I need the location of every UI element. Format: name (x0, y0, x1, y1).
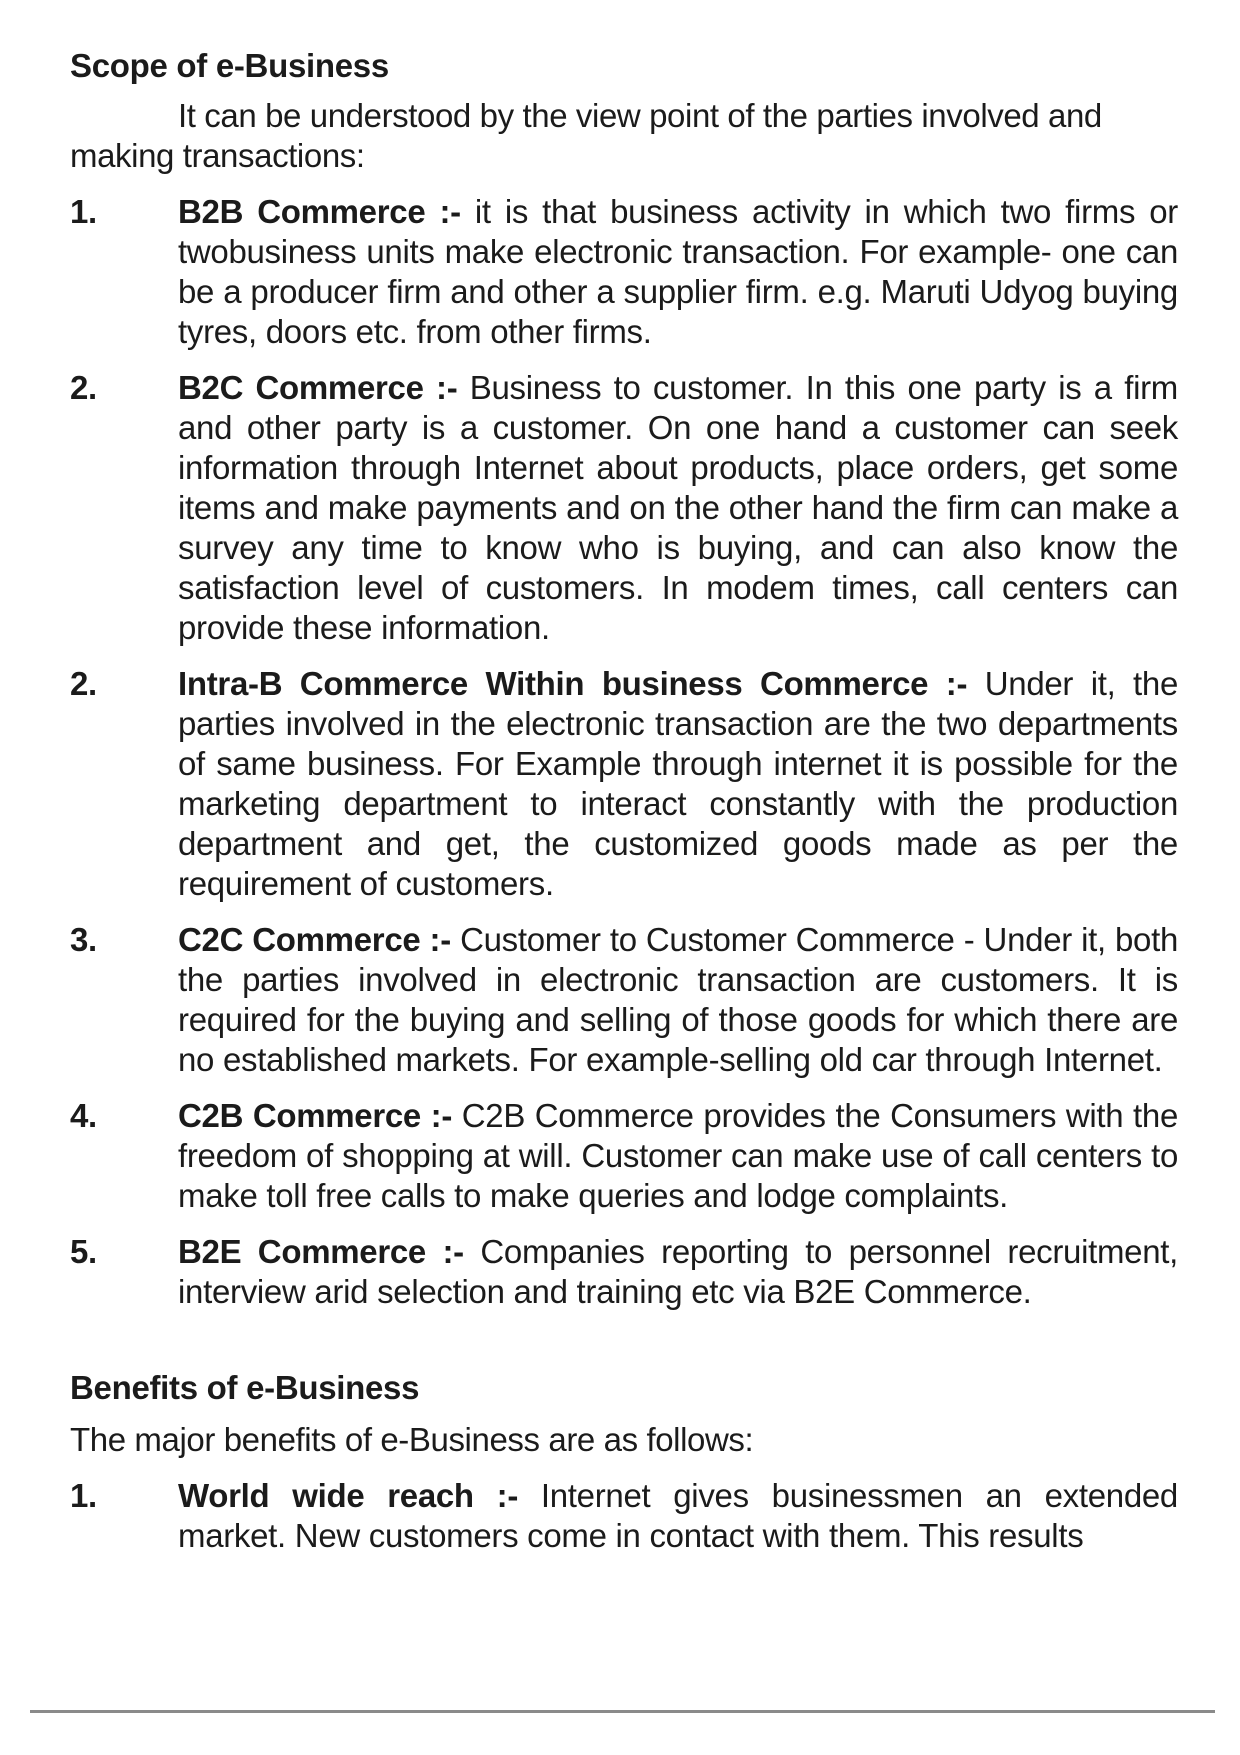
item-term: B2E Commerce :- (178, 1233, 464, 1270)
list-item (70, 664, 1178, 904)
item-term: B2B Commerce :- (178, 193, 461, 230)
item-text: C2B Commerce provides the Consumers with the freedom of shopping at will. Customer can make use of call centers to make toll free calls to make queries and lodge complaints. (178, 1097, 1178, 1214)
item-text: Companies reporting to personnel recruitment, interview arid selection and training etc via B2E Commerce. (178, 1233, 1178, 1310)
item-number: 2. (70, 369, 97, 406)
item-term: Intra-B Commerce Within business Commerce :- (178, 665, 968, 702)
item-number: 3. (70, 921, 97, 958)
item-number: 1. (70, 1477, 97, 1514)
item-text: Internet gives businessmen an extended market. New customers come in contact with them. This results (178, 1477, 1178, 1554)
section-spacer (70, 1312, 1178, 1368)
list-item (70, 1232, 1178, 1312)
list-item (70, 192, 1178, 352)
scope-heading: Scope of e-Business (70, 47, 389, 84)
list-item (70, 1476, 1178, 1556)
item-term: B2C Commerce :- (178, 369, 458, 406)
page-bottom-divider (30, 1710, 1215, 1713)
benefits-intro: The major benefits of e-Business are as follows: (70, 1421, 754, 1458)
item-number: 2. (70, 665, 97, 702)
item-number: 5. (70, 1233, 97, 1270)
item-text: Under it, the parties involved in the electronic transaction are the two departments of same business. For Example through internet it is possible for the marketing department to interact constantly with the production department and get, the customized goods made as per the requirement of customers. (178, 665, 1179, 902)
document-page (70, 46, 1178, 1556)
item-term: C2B Commerce :- (178, 1097, 453, 1134)
item-text: it is that business activity in which two firms or twobusiness units make electronic transaction. For example- one can be a producer firm and other a supplier firm. e.g. Maruti Udyog buying tyres, doors etc. from other firms. (178, 193, 1178, 350)
list-item (70, 368, 1178, 648)
scope-list (70, 192, 1178, 1312)
item-text: Business to customer. In this one party is a firm and other party is a customer. On one hand a customer can seek information through Internet about products, place orders, get some items and make payments and on the other hand the firm can make a survey any time to know who is buying, and can also know the satisfaction level of customers. In modem times, call centers can provide these information. (178, 369, 1178, 646)
item-number: 4. (70, 1097, 97, 1134)
benefits-heading: Benefits of e-Business (70, 1369, 420, 1406)
item-term: C2C Commerce :- (178, 921, 451, 958)
list-item (70, 920, 1178, 1080)
item-text: Customer to Customer Commerce - Under it, both the parties involved in electronic transaction are customers. It is required for the buying and selling of those goods for which there are no established markets. For example-selling old car through Internet. (178, 921, 1178, 1078)
item-term: World wide reach :- (178, 1477, 519, 1514)
item-number: 1. (70, 193, 97, 230)
list-item (70, 1096, 1178, 1216)
benefits-list (70, 1476, 1178, 1556)
scope-intro: It can be understood by the view point of the parties involved and making transactions: (70, 97, 1102, 174)
